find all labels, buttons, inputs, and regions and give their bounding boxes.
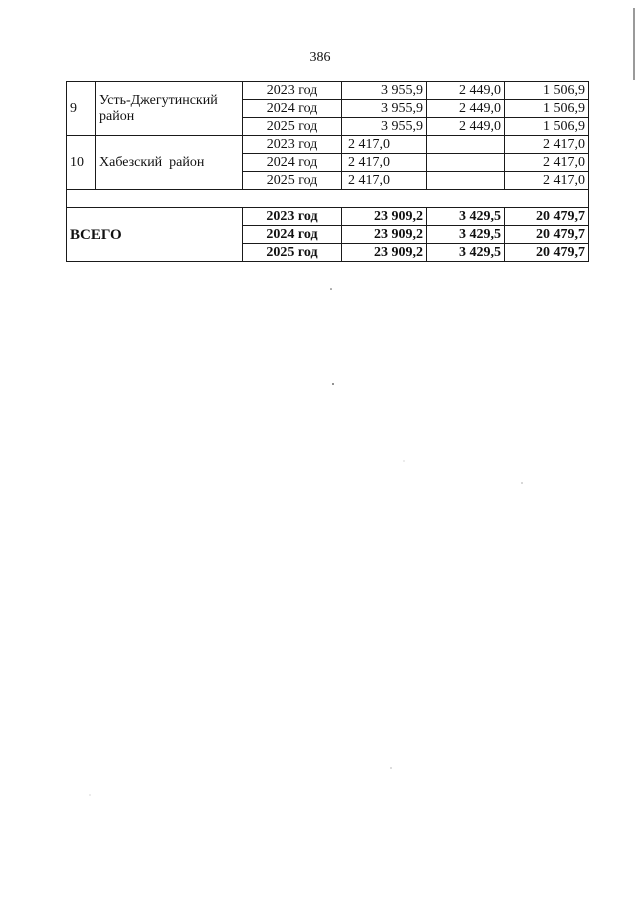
value-cell: 20 479,7 (505, 208, 589, 226)
total-cell: 2 417,0 (342, 136, 427, 154)
page-number: 386 (309, 50, 331, 65)
value-cell: 1 506,9 (505, 118, 589, 136)
total-row (67, 208, 589, 226)
total-cell: 23 909,2 (342, 244, 427, 262)
value-cell: 1 506,9 (505, 82, 589, 100)
scan-edge-mark (633, 8, 635, 80)
district-name: Усть-Джегутинский район (96, 82, 243, 136)
year-cell: 2023 год (243, 82, 342, 100)
year-cell: 2025 год (243, 244, 342, 262)
value-cell: 20 479,7 (505, 244, 589, 262)
year-cell: 2024 год (243, 154, 342, 172)
year-cell: 2024 год (243, 100, 342, 118)
district-name: Хабезский район (96, 136, 243, 190)
year-cell: 2023 год (243, 208, 342, 226)
value-cell (427, 136, 505, 154)
spacer-row (67, 190, 589, 208)
total-cell: 3 955,9 (342, 82, 427, 100)
value-cell (427, 154, 505, 172)
total-cell: 23 909,2 (342, 226, 427, 244)
total-cell: 2 417,0 (342, 154, 427, 172)
budget-table (66, 81, 589, 262)
value-cell: 2 449,0 (427, 82, 505, 100)
value-cell: 2 449,0 (427, 118, 505, 136)
value-cell (427, 172, 505, 190)
value-cell: 2 417,0 (505, 136, 589, 154)
empty-cell (67, 190, 589, 208)
value-cell: 1 506,9 (505, 100, 589, 118)
total-cell: 3 955,9 (342, 100, 427, 118)
value-cell: 3 429,5 (427, 208, 505, 226)
value-cell: 2 417,0 (505, 172, 589, 190)
year-cell: 2024 год (243, 226, 342, 244)
total-cell: 3 955,9 (342, 118, 427, 136)
value-cell: 3 429,5 (427, 244, 505, 262)
value-cell: 20 479,7 (505, 226, 589, 244)
year-cell: 2023 год (243, 136, 342, 154)
row-number: 10 (67, 136, 96, 190)
value-cell: 3 429,5 (427, 226, 505, 244)
row-number: 9 (67, 82, 96, 136)
value-cell: 2 449,0 (427, 100, 505, 118)
total-cell: 23 909,2 (342, 208, 427, 226)
total-cell: 2 417,0 (342, 172, 427, 190)
year-cell: 2025 год (243, 172, 342, 190)
table-row (67, 82, 589, 100)
value-cell: 2 417,0 (505, 154, 589, 172)
table-row (67, 136, 589, 154)
total-label: ВСЕГО (67, 208, 243, 262)
year-cell: 2025 год (243, 118, 342, 136)
